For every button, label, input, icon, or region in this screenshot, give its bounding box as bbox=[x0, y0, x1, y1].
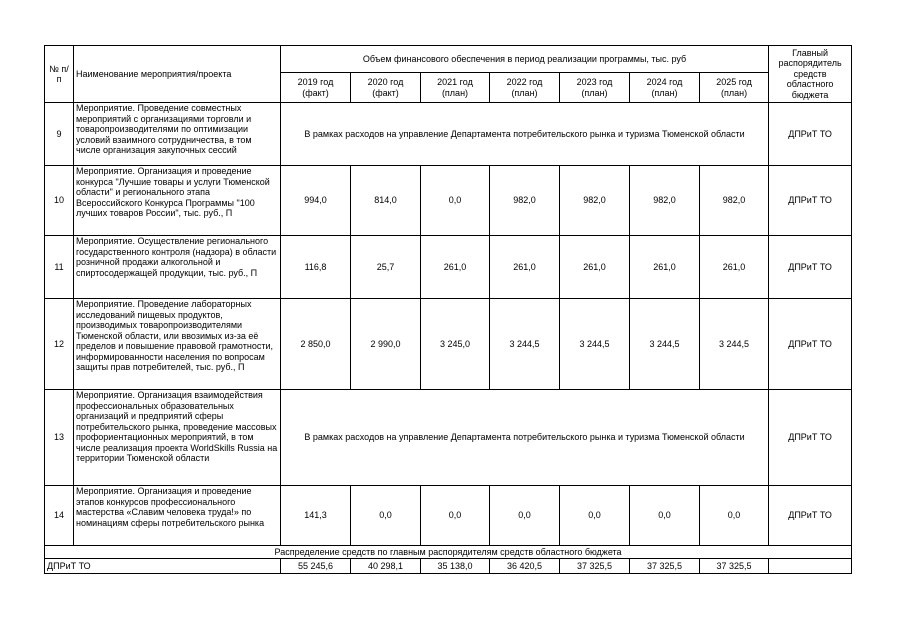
header-funding: Объем финансового обеспечения в период реализации программы, тыс. руб bbox=[281, 46, 769, 73]
distribution-row bbox=[45, 546, 852, 559]
row-manager: ДПРиТ ТО bbox=[769, 103, 852, 166]
value-2025: 261,0 bbox=[700, 236, 769, 299]
row-name: Мероприятие. Организация и проведение конкурса "Лучшие товары и услуги Тюменской области" и регионального этапа Всероссийского Конкурса Программы "100 лучших товаров России", тыс. руб., П bbox=[74, 166, 281, 236]
value-2022: 0,0 bbox=[490, 486, 560, 546]
value-2023: 982,0 bbox=[560, 166, 630, 236]
value-2022: 3 244,5 bbox=[490, 299, 560, 390]
value-2019: 116,8 bbox=[281, 236, 351, 299]
total-label: ДПРиТ ТО bbox=[45, 559, 281, 574]
row-no: 9 bbox=[45, 103, 74, 166]
header-manager: Главный распорядитель средств областного бюджета bbox=[769, 46, 852, 103]
header-no: № п/п bbox=[45, 46, 74, 103]
year-2021: 2021 год (план) bbox=[421, 73, 490, 103]
value-2024: 261,0 bbox=[630, 236, 700, 299]
total-manager-empty bbox=[769, 559, 852, 574]
value-2021: 0,0 bbox=[421, 166, 490, 236]
value-2019: 141,3 bbox=[281, 486, 351, 546]
value-2021: 261,0 bbox=[421, 236, 490, 299]
merged-note: В рамках расходов на управление Департамента потребительского рынка и туризма Тюменской области bbox=[281, 390, 769, 486]
distribution-caption: Распределение средств по главным распорядителям средств областного бюджета bbox=[45, 546, 852, 559]
year-2023: 2023 год (план) bbox=[560, 73, 630, 103]
row-manager: ДПРиТ ТО bbox=[769, 166, 852, 236]
value-2025: 3 244,5 bbox=[700, 299, 769, 390]
year-2024: 2024 год (план) bbox=[630, 73, 700, 103]
header-name: Наименование мероприятия/проекта bbox=[74, 46, 281, 103]
row-manager: ДПРиТ ТО bbox=[769, 299, 852, 390]
value-2019: 2 850,0 bbox=[281, 299, 351, 390]
value-2020: 0,0 bbox=[351, 486, 421, 546]
row-manager: ДПРиТ ТО bbox=[769, 236, 852, 299]
row-name: Мероприятие. Проведение совместных мероприятий с организациями торговли и товаропроизводителями по оптимизации условий взаимного сотрудничества, в том числе организация закупочных сессий bbox=[74, 103, 281, 166]
row-no: 14 bbox=[45, 486, 74, 546]
total-2022: 36 420,5 bbox=[490, 559, 560, 574]
table-row bbox=[45, 103, 852, 166]
value-2020: 2 990,0 bbox=[351, 299, 421, 390]
row-manager: ДПРиТ ТО bbox=[769, 390, 852, 486]
total-2023: 37 325,5 bbox=[560, 559, 630, 574]
value-2024: 3 244,5 bbox=[630, 299, 700, 390]
row-no: 12 bbox=[45, 299, 74, 390]
value-2025: 982,0 bbox=[700, 166, 769, 236]
total-row bbox=[45, 559, 852, 574]
row-no: 13 bbox=[45, 390, 74, 486]
value-2022: 261,0 bbox=[490, 236, 560, 299]
value-2023: 3 244,5 bbox=[560, 299, 630, 390]
table-row bbox=[45, 166, 852, 236]
table-row bbox=[45, 486, 852, 546]
row-name: Мероприятие. Организация взаимодействия профессиональных образовательных организаций и предприятий сферы потребительского рынка, проведение массовых профориентационных мероприятий, в том числе реализация проекта WorldSkills Russia на территории Тюменской области bbox=[74, 390, 281, 486]
value-2022: 982,0 bbox=[490, 166, 560, 236]
value-2021: 0,0 bbox=[421, 486, 490, 546]
value-2024: 982,0 bbox=[630, 166, 700, 236]
value-2023: 261,0 bbox=[560, 236, 630, 299]
table-row bbox=[45, 236, 852, 299]
total-2019: 55 245,6 bbox=[281, 559, 351, 574]
year-2022: 2022 год (план) bbox=[490, 73, 560, 103]
row-name: Мероприятие. Проведение лабораторных исследований пищевых продуктов, производимых товаропроизводителями Тюменской области, или ввозимых из-за её пределов и повышение правовой грамотности, информированности населения по вопросам защиты прав потребителей, тыс. руб., П bbox=[74, 299, 281, 390]
value-2019: 994,0 bbox=[281, 166, 351, 236]
budget-table bbox=[44, 45, 852, 574]
value-2020: 814,0 bbox=[351, 166, 421, 236]
total-2025: 37 325,5 bbox=[700, 559, 769, 574]
total-2020: 40 298,1 bbox=[351, 559, 421, 574]
value-2024: 0,0 bbox=[630, 486, 700, 546]
value-2023: 0,0 bbox=[560, 486, 630, 546]
year-2020: 2020 год (факт) bbox=[351, 73, 421, 103]
total-2024: 37 325,5 bbox=[630, 559, 700, 574]
table-row bbox=[45, 390, 852, 486]
row-no: 10 bbox=[45, 166, 74, 236]
row-no: 11 bbox=[45, 236, 74, 299]
merged-note: В рамках расходов на управление Департамента потребительского рынка и туризма Тюменской области bbox=[281, 103, 769, 166]
table-row bbox=[45, 299, 852, 390]
value-2025: 0,0 bbox=[700, 486, 769, 546]
year-2019: 2019 год (факт) bbox=[281, 73, 351, 103]
value-2021: 3 245,0 bbox=[421, 299, 490, 390]
row-manager: ДПРиТ ТО bbox=[769, 486, 852, 546]
value-2020: 25,7 bbox=[351, 236, 421, 299]
total-2021: 35 138,0 bbox=[421, 559, 490, 574]
row-name: Мероприятие. Организация и проведение этапов конкурсов профессионального мастерства «Славим человека труда!» по номинациям сферы потребительского рынка bbox=[74, 486, 281, 546]
year-2025: 2025 год (план) bbox=[700, 73, 769, 103]
row-name: Мероприятие. Осуществление регионального государственного контроля (надзора) в области розничной продажи алкогольной и спиртосодержащей продукции, тыс. руб., П bbox=[74, 236, 281, 299]
